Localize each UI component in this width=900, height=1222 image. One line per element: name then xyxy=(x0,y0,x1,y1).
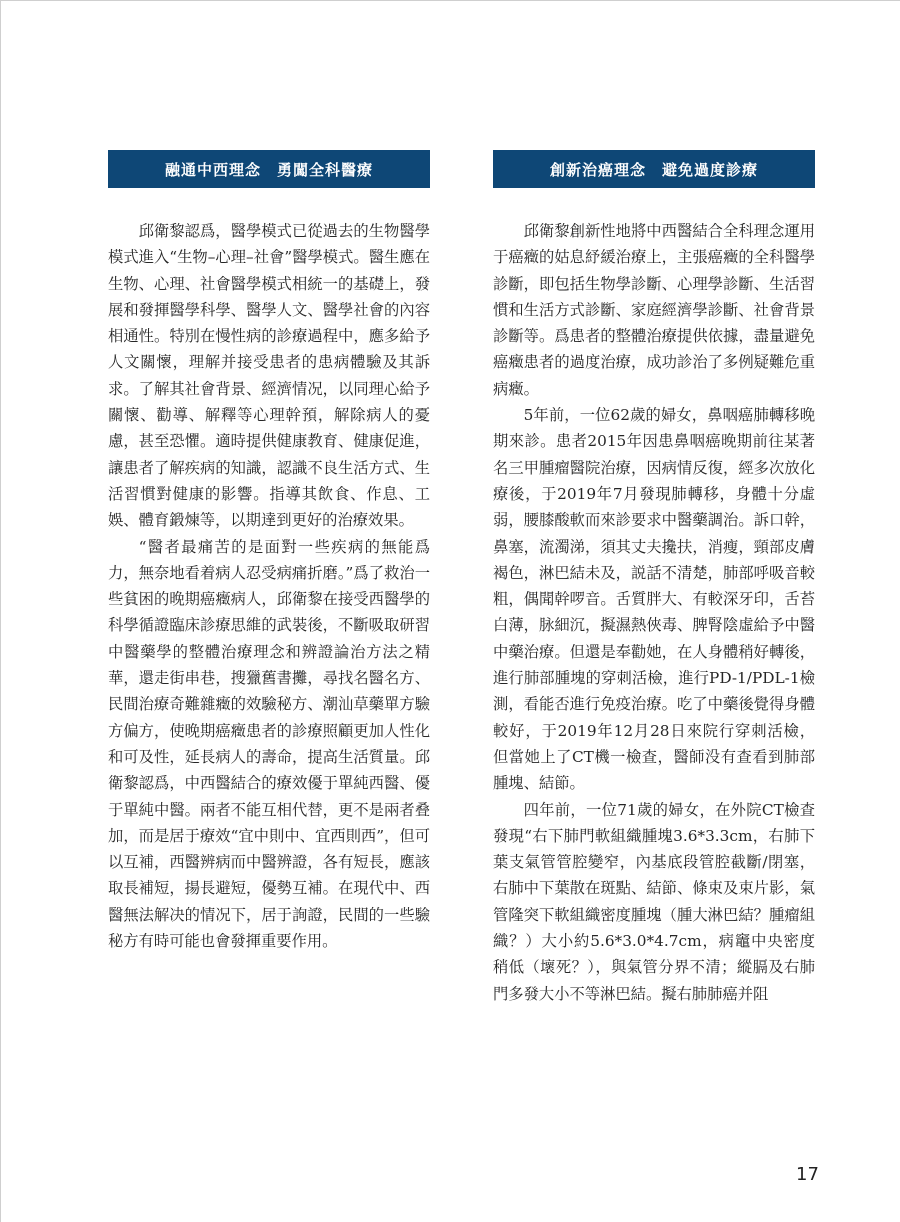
page-border-top xyxy=(0,0,900,1)
page-number: 17 xyxy=(796,1164,819,1185)
body-paragraph: 5年前，一位62歲的婦女，鼻咽癌肺轉移晚期來診。患者2015年因患鼻咽癌晚期前往某著名三甲腫瘤醫院治療，因病情反復，經多次放化療後，于2019年7月發現肺轉移，身體十分虛弱，腰膝酸軟而來診要求中醫藥調治。訴口幹，鼻塞，流濁涕，須其丈夫攙扶，消瘦，頸部皮膚褐色，淋巴結未及，説話不清楚，肺部呼吸音較粗，偶聞幹啰音。舌質胖大、有較深牙印，舌苔白薄，脉細沉，擬濕熱俠毒、脾腎陰虛給予中醫中藥治療。但還是奉勸她，在人身體稍好轉後，進行肺部腫塊的穿刺活檢，進行PD-1/PDL-1檢測，看能否進行免疫治療。吃了中藥後覺得身體較好，于2019年12月28日來院行穿刺活檢，但當她上了CT機一檢查，醫師没有查看到肺部腫塊、結節。 xyxy=(493,406,815,793)
section-heading-left: 融通中西理念 勇闖全科醫療 xyxy=(108,150,430,188)
right-column xyxy=(493,150,815,1007)
left-column xyxy=(108,150,430,954)
body-paragraph: 四年前，一位71歲的婦女，在外院CT檢查發現“右下肺門軟組織腫塊3.6*3.3cm，右肺下葉支氣管管腔變窄，內基底段管腔截斷/閉塞，右肺中下葉散在斑點、結節、條束及束片影，氣管隆突下軟組織密度腫塊（腫大淋巴結？腫瘤組織？）大小約5.6*3.0*4.7cm，病竈中央密度稍低（壞死？），與氣管分界不清；縱膈及右肺門多發大小不等淋巴結。擬右肺肺癌并阻 xyxy=(493,800,815,1003)
body-paragraph: “醫者最痛苦的是面對一些疾病的無能爲力，無奈地看着病人忍受病痛折磨。”爲了救治一些貧困的晚期癌癥病人，邱衛黎在接受西醫學的科學循證臨床診療思維的武裝後，不斷吸取研習中醫藥學的整體治療理念和辨證論治方法之精華，還走街串巷，搜獵舊書攤，尋找名醫名方、民間治療奇難雜癥的效驗秘方、潮汕草藥單方驗方偏方，使晚期癌癥患者的診療照顧更加人性化和可及性，延長病人的壽命，提高生活質量。邱衛黎認爲，中西醫結合的療效優于單純西醫、優于單純中醫。兩者不能互相代替，更不是兩者叠加，而是居于療效“宜中則中、宜西則西”，但可以互補，西醫辨病而中醫辨證，各有短長，應該取長補短，揚長避短，優勢互補。在現代中、西醫無法解决的情况下，居于詢證，民間的一些驗秘方有時可能也會發揮重要作用。 xyxy=(108,537,430,951)
body-paragraph: 邱衛黎認爲，醫學模式已從過去的生物醫學模式進入“生物–心理–社會”醫學模式。醫生應在生物、心理、社會醫學模式相統一的基礎上，發展和發揮醫學科學、醫學人文、醫學社會的內容相通性。特別在慢性病的診療過程中，應多給予人文關懷，理解并接受患者的患病體驗及其訴求。了解其社會背景、經濟情况，以同理心給予關懷、勸導、解釋等心理幹預，解除病人的憂慮，甚至恐懼。適時提供健康教育、健康促進，讓患者了解疾病的知識，認識不良生活方式、生活習慣對健康的影響。指導其飲食、作息、工娛、體育鍛煉等，以期達到更好的治療效果。 xyxy=(108,222,430,530)
body-paragraph: 邱衛黎創新性地將中西醫結合全科理念運用于癌癥的姑息紓緩治療上，主張癌癥的全科醫學診斷，即包括生物學診斷、心理學診斷、生活習慣和生活方式診斷、家庭經濟學診斷、社會背景診斷等。爲患者的整體治療提供依據，盡量避免癌癥患者的過度治療，成功診治了多例疑難危重病癥。 xyxy=(493,222,815,398)
page-border-left xyxy=(0,0,1,1222)
section-heading-right: 創新治癌理念 避免過度診療 xyxy=(493,150,815,188)
